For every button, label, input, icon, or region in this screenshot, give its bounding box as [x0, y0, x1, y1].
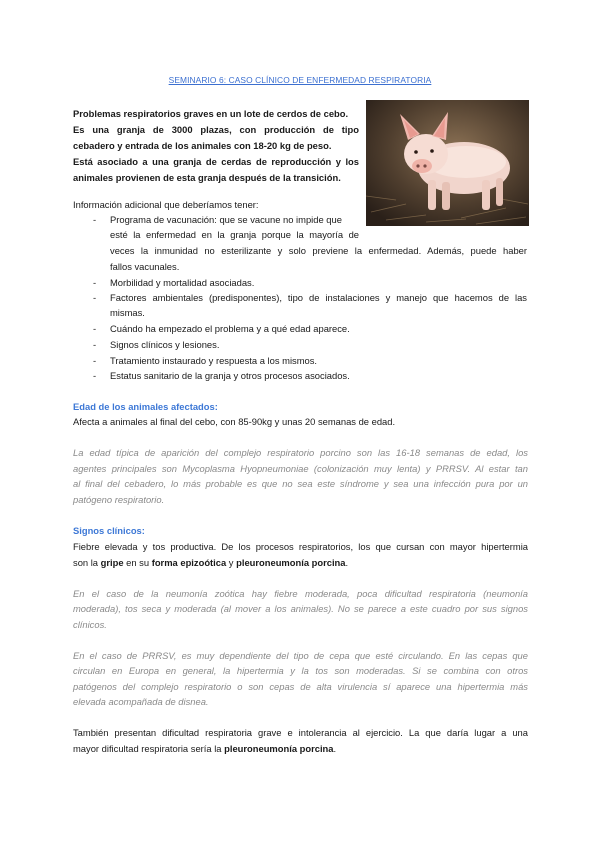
document-title: SEMINARIO 6: CASO CLÍNICO DE ENFERMEDAD RESPIRATORIA — [168, 75, 432, 85]
intro-line: Es una granja de 3000 plazas, con producción de tipo — [73, 124, 359, 135]
bullet-marker: - — [93, 214, 97, 225]
intro-line: cebadero y entrada de los animales con 18-20 kg de peso. — [73, 140, 332, 151]
bullet-marker: - — [93, 277, 97, 288]
signos-note-line: En el caso de PRRSV, es muy dependiente del tipo de cepa que esté circulando. En las cepas que — [73, 650, 528, 661]
edad-note-line: al final del cebadero, lo más probable es que no sea este síndrome y sea una infección pura por un — [73, 478, 528, 489]
section-heading-signos: Signos clínicos: — [73, 525, 145, 536]
bullet-marker: - — [93, 370, 97, 381]
info-heading: Información adicional que deberíamos tener: — [73, 199, 259, 210]
list-item-line: mismas. — [110, 307, 145, 318]
edad-note-line: patógeno respiratorio. — [73, 494, 165, 505]
signos-note-line: circulan en Europa en general, la hipertermia y la tos son moderadas. Si se combina con otros — [73, 665, 528, 676]
edad-note-line: La edad típica de aparición del complejo respiratorio porcino son las 16-18 semanas de edad, los — [73, 447, 528, 458]
intro-line: animales provienen de esta granja después de la transición. — [73, 172, 341, 183]
list-item-line: Cuándo ha empezado el problema y a qué edad aparece. — [110, 323, 350, 334]
list-item-line: Morbilidad y mortalidad asociadas. — [110, 277, 255, 288]
signos-note-line: En el caso de la neumonía zoótica hay fiebre moderada, poca dificultad respiratoria (neumonía — [73, 588, 528, 599]
intro-line: Problemas respiratorios graves en un lote de cerdos de cebo. — [73, 108, 349, 119]
list-item-line: Tratamiento instaurado y respuesta a los mismos. — [110, 355, 318, 366]
list-item-line: Signos clínicos y lesiones. — [110, 339, 220, 350]
signos-note-line: elevada acompañada de disnea. — [73, 696, 209, 707]
list-item-line: fallos vacunales. — [110, 261, 180, 272]
signos-text-line: son la gripe en su forma epizoótica y pleuroneumonía porcina. — [73, 557, 349, 568]
piglet-illustration — [366, 100, 529, 226]
list-item-line: Programa de vacunación: que se vacune no impide que — [110, 214, 342, 225]
list-item-line: esté la enfermedad en la granja porque la mayoría de — [110, 229, 359, 240]
bullet-marker: - — [93, 355, 97, 366]
signos-note-line: patógenos del complejo respiratorio o son cepas de alta virulencia sí aparece una hipertermia más — [73, 681, 528, 692]
signos-note-line: moderada), tos seca y moderada (al mover a los animales). No se parece a este cuadro por sus signos — [73, 603, 528, 614]
signos-text-line: Fiebre elevada y tos productiva. De los procesos respiratorios, los que cursan con mayor hipertermia — [73, 541, 528, 552]
list-item-line: Factores ambientales (predisponentes), tipo de instalaciones y manejo que hacemos de las — [110, 292, 527, 303]
intro-line: Está asociado a una granja de cerdas de reproducción y los — [73, 156, 359, 167]
edad-text: Afecta a animales al final del cebo, con 85-90kg y unas 20 semanas de edad. — [73, 416, 396, 427]
piglet-photo — [366, 100, 529, 226]
section-heading-edad: Edad de los animales afectados: — [73, 401, 218, 412]
signos-final-line: También presentan dificultad respiratoria grave e intolerancia al ejercicio. La que daría lugar a una — [73, 727, 528, 738]
bullet-marker: - — [93, 323, 97, 334]
signos-final-line: mayor dificultad respiratoria sería la pleuroneumonía porcina. — [73, 743, 337, 754]
signos-note-line: clínicos. — [73, 619, 107, 630]
list-item-line: veces la inmunidad no esterilizante y solo previene la enfermedad. Además, puede haber — [110, 245, 527, 256]
list-item-line: Estatus sanitario de la granja y otros procesos asociados. — [110, 370, 350, 381]
bullet-marker: - — [93, 339, 97, 350]
bullet-marker: - — [93, 292, 97, 303]
edad-note-line: agentes principales son Mycoplasma Hyopneumoniae (colonización muy lenta) y PRRSV. Al estar tan — [73, 463, 528, 474]
